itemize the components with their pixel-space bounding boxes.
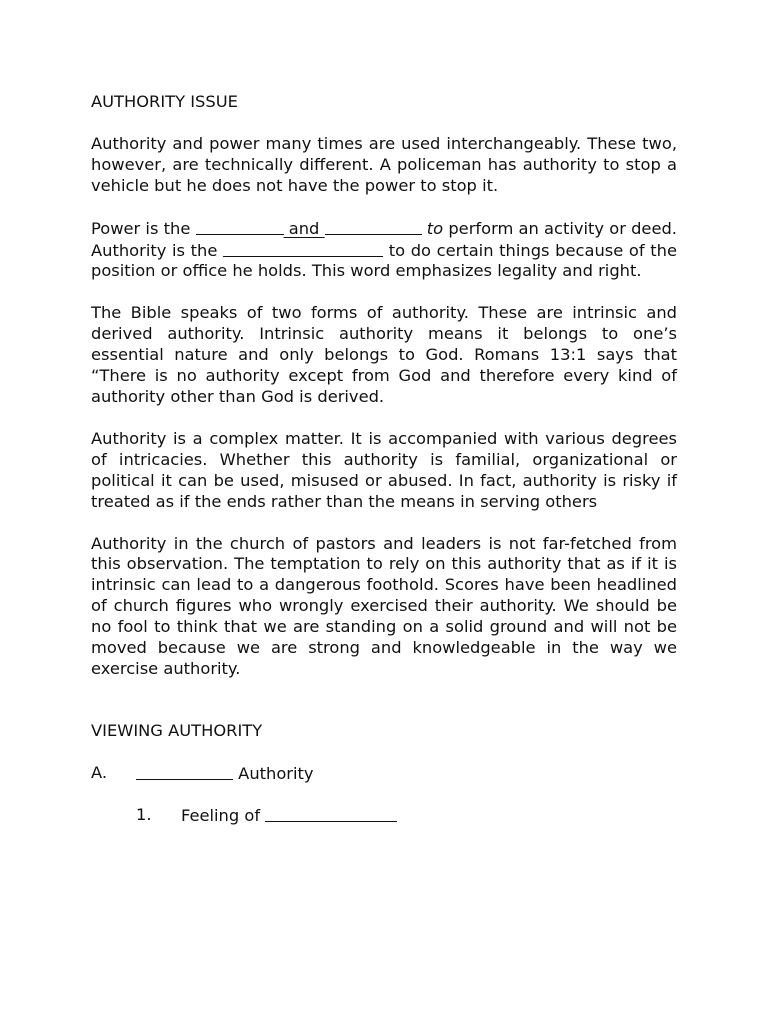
text-segment: and: [283, 218, 325, 238]
text-segment: Authority: [233, 763, 314, 783]
outline-marker: 1.: [136, 804, 152, 824]
paragraph-forms-of-authority: The Bible speaks of two forms of authority. These are intrinsic and derived authority. Intrinsic authority means it belongs to one’s essential nature and only belongs to God. Romans 13:1 says that “There is no authority except from God and therefore every kind of authority other than God is derived.: [91, 303, 677, 406]
fill-in-blank: [325, 219, 422, 235]
italic-word: to: [426, 218, 444, 238]
section-heading: VIEWING AUTHORITY: [91, 720, 263, 740]
text-segment: to do certain things because of the position or office he holds. This word emphasizes legality and right.: [91, 240, 677, 281]
text-segment: perform an activity or deed. Authority is the: [91, 218, 677, 260]
document-page: [91, 92, 677, 826]
text-segment: Feeling of: [181, 805, 266, 825]
document-title: AUTHORITY ISSUE: [91, 92, 238, 111]
outline-marker: A.: [91, 762, 108, 782]
paragraph-intro: Authority and power many times are used interchangeably. These two, however, are technically different. A policeman has authority to stop a vehicle but he does not have the power to stop it.: [91, 133, 677, 195]
outline-text: [181, 805, 397, 827]
paragraph-complex-matter: Authority is a complex matter. It is accompanied with various degrees of intricacies. Whether this authority is familial, organizational or political it can be used, misused or abused. In fact, authority is risky if treated as if the ends rather than the means in serving others: [91, 428, 677, 511]
text-segment: Power is the: [91, 218, 196, 238]
outline-item-1: [91, 805, 677, 826]
outline-item-a: [91, 763, 677, 784]
fill-in-blank: [136, 764, 233, 780]
paragraph-power-definition: [91, 218, 677, 283]
outline-text: [136, 763, 314, 785]
paragraph-church-authority: Authority in the church of pastors and leaders is not far-fetched from this observation. The temptation to rely on this authority that as if it is intrinsic can lead to a dangerous foothold. Scores have been headlined of church figures who wrongly exercised their authority. We should be no fool to think that we are standing on a solid ground and will not be moved because we are strong and knowledgeable in the way we exercise authority.: [91, 533, 677, 678]
fill-in-blank: [196, 219, 284, 235]
fill-in-blank: [265, 806, 397, 822]
fill-in-blank: [223, 241, 383, 257]
